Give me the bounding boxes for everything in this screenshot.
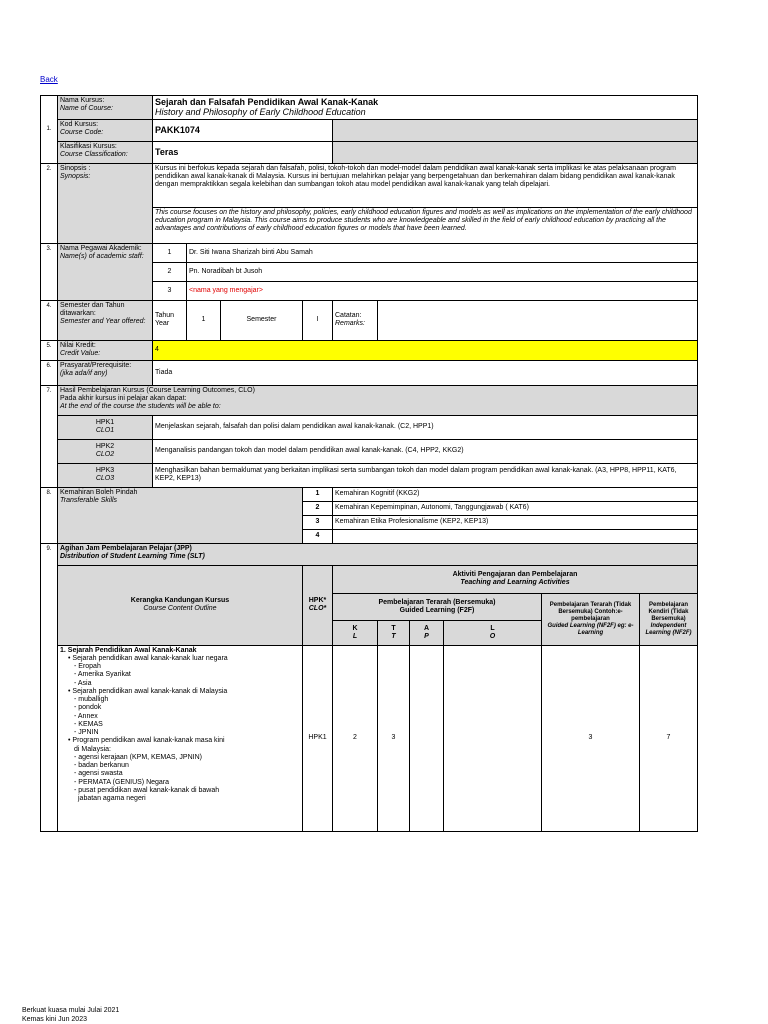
synopsis-label: Sinopsis : Synopsis:: [58, 163, 153, 243]
outline-line: - pusat pendidikan awal kanak-kanak di bawah: [74, 786, 220, 794]
clo-code: HPK2 CLO2: [58, 439, 153, 463]
outline-line: 1. Sejarah Pendidikan Awal Kanak-Kanak: [60, 646, 197, 654]
course-classification-filler: [333, 141, 698, 163]
col-header-k: K L: [333, 620, 378, 645]
semester-value: I: [303, 300, 333, 340]
synopsis-text-ms: Kursus ini berfokus kepada sejarah dan falsafah, polisi, tokoh-tokoh dan model-model dalam pendidikan awal kanak-kanak serta implikasi ke atas pelaksanaan program pendidikan awal kanak-kanak di Malaysia. Kursus ini bertujuan melahirkan pelajar yang berpengetahuan dan berkemahiran dalam bidang pendidikan awal kanak-kanak dengan mempraktikkan segala kelebihan dan sumbangan tokoh atau model pendidikan awal kanak-kanak yang telah dipelajari.: [153, 163, 698, 207]
clo-text: Menghasilkan bahan bermaklumat yang berkaitan implikasi serta sumbangan tokoh dan model dalam program pendidikan awal kanak-kanak. (A3, HPP8, HPP11, KAT6, KEP2, KEP13): [153, 463, 698, 487]
course-name-label: Nama Kursus: Name of Course:: [58, 96, 153, 120]
course-classification-label: Klasifikasi Kursus: Course Classification:: [58, 141, 153, 163]
skill-text: Kemahiran Kepemimpinan, Autonomi, Tanggungjawab ( KAT6): [333, 501, 698, 515]
guided-nf2f-header: Pembelajaran Terarah (Tidak Bersemuka) Contoh:e-pembelajaran Guided Learning (NF2F) eg: e-Learning: [542, 593, 640, 645]
section-2-number: 2.: [41, 163, 58, 243]
section-9-number: 9.: [41, 543, 58, 831]
section-5-number: 5.: [41, 340, 58, 360]
section-7-number: 7.: [41, 385, 58, 487]
outline-line: - muballigh: [74, 696, 109, 704]
course-name-value: Sejarah dan Falsafah Pendidikan Awal Kanak-Kanak History and Philosophy of Early Childhood Education: [153, 96, 698, 120]
semester-label: Semester: [221, 300, 303, 340]
back-link[interactable]: Back: [40, 75, 58, 84]
skill-number: 3: [303, 515, 333, 529]
row-hpk: HPK1: [303, 645, 333, 831]
course-classification-value: Teras: [153, 141, 333, 163]
skill-number: 4: [303, 529, 333, 543]
outline-line: - pondok: [74, 704, 102, 712]
skill-text: Kemahiran Kognitif (KKG2): [333, 487, 698, 501]
transferable-skills-label: Kemahiran Boleh Pindah Transferable Skills: [58, 487, 303, 543]
outline-line: - JPNIN: [74, 729, 99, 737]
staff-name: Dr. Siti Iwana Sharizah binti Abu Samah: [187, 243, 698, 262]
footer-effective-date: Berkuat kuasa mulai Julai 2021: [22, 1007, 120, 1015]
outline-line: - Asia: [74, 679, 92, 687]
col-header-l: L O: [444, 620, 542, 645]
course-info-table: [40, 95, 698, 832]
section-3-number: 3.: [41, 243, 58, 300]
skill-text: Kemahiran Etika Profesionalisme (KEP2, KEP13): [333, 515, 698, 529]
col-header-t: T T: [378, 620, 410, 645]
outline-line: • Sejarah pendidikan awal kanak-kanak luar negara: [68, 654, 228, 662]
outline-line: - Amerika Syarikat: [74, 671, 131, 679]
remarks-value: [378, 300, 698, 340]
remarks-label: Catatan: Remarks:: [333, 300, 378, 340]
footer: [22, 1007, 119, 1024]
outline-line: - PERMATA (GENIUS) Negara: [74, 778, 170, 786]
row-t-value: 3: [378, 645, 410, 831]
outline-line: • Program pendidikan awal kanak-kanak masa kini: [68, 737, 225, 745]
row-guided-nf2f-value: 3: [542, 645, 640, 831]
row-l-value: [444, 645, 542, 831]
outline-line: - KEMAS: [74, 720, 103, 728]
synopsis-text-en: This course focuses on the history and philosophy, policies, early childhood education figures and models as well as implications on the implementation of the early childhood education program in Malaysia. This course aims to produce students who are knowledgeable and skilled in the field of early childhood education by practicing all the advantages and contributions of early childhood education figures or models that have been learned.: [153, 207, 698, 243]
prerequisite-label: Prasyarat/Prerequisite: (jika ada/if any): [58, 360, 153, 385]
outline-line: - Annex: [74, 712, 98, 720]
semester-year-label: Semester dan Tahun ditawarkan: Semester and Year offered:: [58, 300, 153, 340]
clo-code: HPK1 CLO1: [58, 415, 153, 439]
outline-line: • Sejarah pendidikan awal kanak-kanak di Malaysia: [68, 687, 228, 695]
section-4-number: 4.: [41, 300, 58, 340]
staff-number: 2: [153, 262, 187, 281]
skill-number: 2: [303, 501, 333, 515]
activities-header: Aktiviti Pengajaran dan Pembelajaran Teaching and Learning Activities: [333, 565, 698, 593]
col-header-a: A P: [410, 620, 444, 645]
footer-updated-date: Kemas kini Jun 2023: [22, 1015, 87, 1023]
outline-line: - badan berkanun: [74, 762, 129, 770]
course-code-label: Kod Kursus: Course Code:: [58, 119, 153, 141]
year-label: Tahun Year: [153, 300, 187, 340]
section-1-number: 1.: [41, 96, 58, 164]
content-outline-header: Kerangka Kandungan Kursus Course Content Outline: [58, 565, 303, 645]
credit-value-label: Nilai Kredit: Credit Value:: [58, 340, 153, 360]
outline-line: jabatan agama negeri: [78, 795, 146, 803]
row-independent-nf2f-value: 7: [640, 645, 698, 831]
prerequisite-value: Tiada: [153, 360, 698, 385]
staff-number: 1: [153, 243, 187, 262]
outline-line: - agensi kerajaan (KPM, KEMAS, JPNIN): [74, 753, 202, 761]
content-outline-cell: [58, 645, 303, 831]
row-a-value: [410, 645, 444, 831]
credit-value: 4: [153, 340, 698, 360]
skill-number: 1: [303, 487, 333, 501]
course-code-filler: [333, 119, 698, 141]
f2f-header: Pembelajaran Terarah (Bersemuka) Guided Learning (F2F): [333, 593, 542, 620]
clo-header: Hasil Pembelajaran Kursus (Course Learning Outcomes, CLO) Pada akhir kursus ini pelajar akan dapat: At the end of the course the students will be able to:: [58, 385, 698, 415]
course-code-value: PAKK1074: [153, 119, 333, 141]
outline-line: - agensi swasta: [74, 770, 123, 778]
clo-text: Menjelaskan sejarah, falsafah dan polisi dalam pendidikan awal kanak-kanak. (C2, HPP1): [153, 415, 698, 439]
staff-name: Pn. Noradibah bt Jusoh: [187, 262, 698, 281]
independent-nf2f-header: Pembelajaran Kendiri (Tidak Bersemuka) Independent Learning (NF2F): [640, 593, 698, 645]
clo-text: Menganalisis pandangan tokoh dan model dalam pendidikan awal kanak-kanak. (C4, HPP2, KKG2): [153, 439, 698, 463]
academic-staff-label: Nama Pegawai Akademik: Name(s) of academic staff:: [58, 243, 153, 300]
year-value: 1: [187, 300, 221, 340]
staff-name-placeholder: <nama yang mengajar>: [187, 281, 698, 300]
slt-header: Agihan Jam Pembelajaran Pelajar (JPP) Distribution of Student Learning Time (SLT): [58, 543, 698, 565]
outline-line: - Eropah: [74, 663, 101, 671]
skill-text: [333, 529, 698, 543]
hpk-clo-header: HPK* CLO*: [303, 565, 333, 645]
staff-number: 3: [153, 281, 187, 300]
row-k-value: 2: [333, 645, 378, 831]
section-8-number: 8.: [41, 487, 58, 543]
outline-line: di Malaysia:: [74, 745, 111, 753]
clo-code: HPK3 CLO3: [58, 463, 153, 487]
section-6-number: 6.: [41, 360, 58, 385]
